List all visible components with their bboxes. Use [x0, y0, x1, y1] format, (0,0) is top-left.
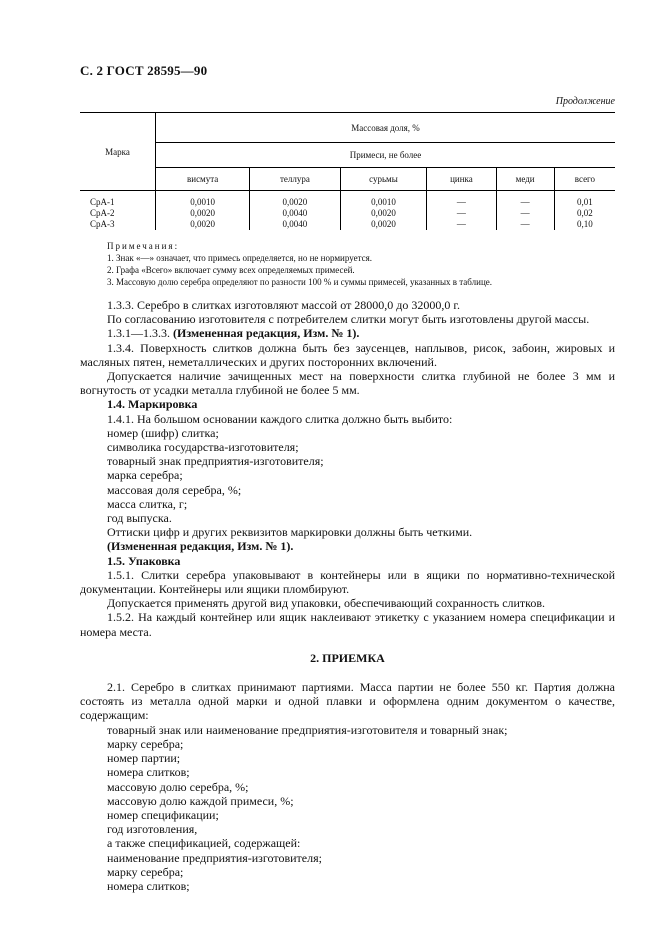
paragraph: 1.3.4. Поверхность слитков должна быть без заусенцев, наплывов, рисок, забоин, жировых и масляных пятен, неметаллических и других посторонних включений.: [80, 340, 615, 369]
mark-cell: СрА-2: [90, 208, 115, 218]
list-item: а также спецификацией, содержащей:: [107, 836, 301, 851]
paragraph: 1.5.2. На каждый контейнер или ящик наклеивают этикетку с указанием номера спецификации и номера места.: [80, 610, 615, 639]
value-cell: 0,0040: [250, 219, 340, 230]
list-item: товарный знак или наименование предприятия-изготовителя и товарный знак;: [107, 722, 508, 737]
value-cell: —: [427, 191, 496, 209]
paragraph: 1.4.1. На большом основании каждого слитка должно быть выбито:: [107, 411, 453, 426]
note-item: 1. Знак «—» означает, что примесь определяется, но не нормируется.: [107, 253, 373, 263]
list-item: марка серебра;: [107, 468, 183, 483]
paragraph: 2.1. Серебро в слитках принимают партиями. Масса партии не более 550 кг. Партия должна состоять из металла одной марки и одной плавки и оформлена одним документом о качестве, содержащим:: [80, 680, 615, 723]
list-item: год изготовления,: [107, 822, 198, 837]
list-item: массовая доля серебра, %;: [107, 482, 242, 497]
value-cell: 0,02: [554, 208, 615, 219]
column-header-copper: меди: [496, 168, 554, 191]
paragraph: [80, 326, 615, 340]
mark-cell: СрА-3: [90, 219, 115, 229]
list-item: марку серебра;: [107, 736, 184, 751]
list-item: номер (шифр) слитка;: [107, 425, 219, 440]
paragraph: Допускается наличие зачищенных мест на поверхности слитка глубиной не более 3 мм и вогнутость от усадки металла глубиной не более 5 мм.: [80, 369, 615, 398]
table-row: [80, 208, 615, 219]
list-item: массовую долю каждой примеси, %;: [107, 793, 294, 808]
impurities-header: Примеси, не более: [156, 143, 616, 168]
value-cell: —: [496, 208, 554, 219]
column-header-total: всего: [554, 168, 615, 191]
value-cell: —: [496, 219, 554, 230]
table-row: [80, 219, 615, 230]
value-cell: —: [427, 219, 496, 230]
paragraph: По согласованию изготовителя с потребителем слитки могут быть изготовлены другой массы.: [107, 312, 590, 327]
list-item: год выпуска.: [107, 511, 172, 526]
column-header-bismuth: висмута: [156, 168, 250, 191]
column-header-tellurium: теллура: [250, 168, 340, 191]
value-cell: 0,01: [554, 191, 615, 209]
value-cell: —: [496, 191, 554, 209]
value-cell: 0,0040: [250, 208, 340, 219]
list-item: номер спецификации;: [107, 807, 219, 822]
impurities-table: [80, 112, 615, 230]
paragraph: Допускается применять другой вид упаковки, обеспечивающий сохранность слитков.: [107, 596, 546, 611]
paragraph: 1.5.1. Слитки серебра упаковывают в контейнеры или в ящики по нормативно-технической документации. Контейнеры или ящики пломбируют.: [80, 567, 615, 597]
page-header: С. 2 ГОСТ 28595—90: [80, 63, 208, 78]
subsection-heading-marking: 1.4. Маркировка: [107, 397, 198, 412]
list-item: номер партии;: [107, 751, 181, 766]
list-item: массовую долю серебра, %;: [107, 779, 249, 794]
table-row: [80, 191, 615, 209]
list-item: масса слитка, г;: [107, 496, 188, 511]
value-cell: 0,0020: [340, 219, 427, 230]
list-item: марку серебра;: [107, 864, 184, 879]
column-header-antimony: сурьмы: [340, 168, 427, 191]
subsection-heading-packing: 1.5. Упаковка: [107, 553, 181, 568]
notes-title: Примечания:: [107, 241, 180, 251]
list-item: номера слитков;: [107, 765, 190, 780]
note-item: 3. Массовую долю серебра определяют по разности 100 % и суммы примесей, указанных в таблице.: [107, 277, 493, 287]
value-cell: 0,10: [554, 219, 615, 230]
value-cell: 0,0020: [156, 219, 250, 230]
paragraph: Оттиски цифр и других реквизитов маркировки должны быть четкими.: [107, 525, 473, 540]
value-cell: 0,0020: [156, 208, 250, 219]
table-continuation-label: Продолжение: [555, 96, 615, 107]
value-cell: 0,0010: [156, 191, 250, 209]
value-cell: 0,0010: [340, 191, 427, 209]
mass-fraction-header: Массовая доля, %: [156, 113, 616, 143]
note-item: 2. Графа «Всего» включает сумму всех определяемых примесей.: [107, 265, 355, 275]
list-item: номера слитков;: [107, 878, 190, 893]
value-cell: —: [427, 208, 496, 219]
section-title-acceptance: 2. ПРИЕМКА: [310, 650, 385, 665]
document-body: [80, 298, 615, 893]
column-header-zinc: цинка: [427, 168, 496, 191]
value-cell: 0,0020: [250, 191, 340, 209]
amendment-range: 1.3.1—1.3.3.: [107, 326, 173, 341]
amendment-note: (Измененная редакция, Изм. № 1).: [173, 326, 360, 341]
mark-cell: СрА-1: [90, 197, 115, 207]
column-header-mark: Марка: [80, 113, 156, 191]
value-cell: 0,0020: [340, 208, 427, 219]
list-item: товарный знак предприятия-изготовителя;: [107, 454, 324, 469]
paragraph: 1.3.3. Серебро в слитках изготовляют массой от 28000,0 до 32000,0 г.: [107, 298, 460, 312]
table-notes: [107, 240, 627, 288]
amendment-note: (Измененная редакция, Изм. № 1).: [107, 539, 294, 554]
list-item: наименование предприятия-изготовителя;: [107, 850, 322, 865]
list-item: символика государства-изготовителя;: [107, 440, 299, 455]
